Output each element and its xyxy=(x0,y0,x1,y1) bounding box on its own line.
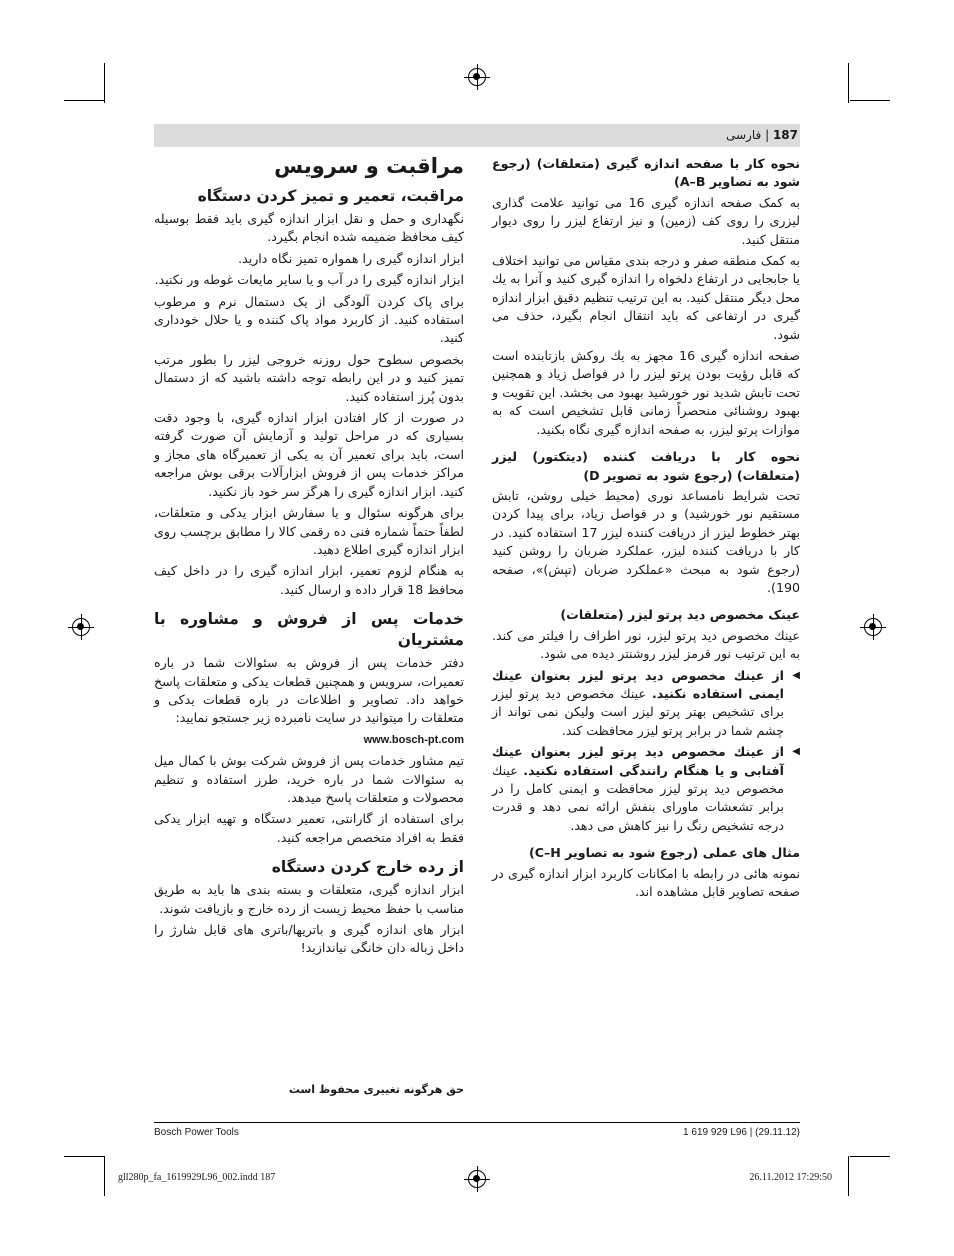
section-title: مثال های عملی (رجوع شود به تصاویر C–H) xyxy=(528,845,800,861)
paragraph: بخصوص سطوح حول روزنه خروجی لیزر را بطور مرتب تمیز کنید و در این رابطه توجه داشته باشید که از دستمال بدون پُرز استفاده کنید. xyxy=(154,351,464,404)
paragraph: عینك مخصوص دید پرتو لیزر، نور اطراف را فیلتر می کند. به این ترتیب نور قرمز لیزر روشنتر دیده می شود. xyxy=(492,627,800,662)
footer-doc-number: 1 619 929 L96 | (29.11.12) xyxy=(683,1127,800,1138)
paragraph: برای پاک کردن آلودگی از یک دستمال نرم و مرطوب استفاده کنید. از کاربرد مواد پاک کننده و یا حلال خودداری کنید. xyxy=(154,293,464,346)
bullet-arrow-icon: ◀ xyxy=(792,746,800,758)
crop-mark xyxy=(104,1156,105,1196)
website-link[interactable]: www.bosch-pt.com xyxy=(363,733,464,746)
warning-bullet xyxy=(492,667,800,741)
paragraph: ابزار اندازه گیری را در آب و یا سایر مایعات غوطه ور نکنید. xyxy=(154,272,464,288)
footer-brand: Bosch Power Tools xyxy=(154,1127,239,1138)
crop-mark xyxy=(64,1156,104,1157)
warning-text: عینك مخصوص دید پرتو لیزر محافظت و ایمنی کامل را در برابر تشعشات ماورای بنفش ارائه نمی دهد و قدرت درجه تشخیص رنگ را نیز کاهش می دهد. xyxy=(492,762,784,833)
registration-mark-icon xyxy=(468,1170,486,1188)
crop-mark xyxy=(104,63,105,103)
slug-timestamp: 26.11.2012 17:29:50 xyxy=(749,1172,832,1183)
paragraph: تحت شرایط نامساعد نوری (محیط خیلی روشن، تابش مستقیم نور خورشید) و در فواصل زیاد، برای پیدا کردن بهتر خطوط لیزر از دریافت کننده لیزر 17 استفاده کنید. در کار با دریافت کننده لیزر، عملکرد ضربان را روشن کنید (رجوع شود به مبحث «عملکرد ضربان (تپش)»، صفحه 190). xyxy=(492,487,800,595)
page-number: 187 xyxy=(772,128,798,142)
paragraph: ابزار های اندازه گیری و باتریها/باتری های قابل شارژ را داخل زباله دان خانگی نیاندازید! xyxy=(154,922,464,956)
crop-mark xyxy=(850,100,890,101)
paragraph: به هنگام لزوم تعمیر، ابزار اندازه گیری را در داخل کیف محافظ 18 قرار داده و ارسال کنید. xyxy=(154,563,464,597)
paragraph: برای استفاده از گارانتی، تعمیر دستگاه و تهیه ابزار یدکی فقط به افراد متخصص مراجعه کنید. xyxy=(154,811,464,845)
crop-mark xyxy=(848,63,849,103)
paragraph: دفتر خدمات پس از فروش به سئوالات شما در باره تعمیرات، سرویس و همچنین قطعات یدکی و متعلقات پاسخ خواهد داد. تصاویر و اطلاعات در باره قطعات یدکی و متعلقات را میتوانید در سایت نامبرده زیر جستجو نمایید: xyxy=(154,655,464,726)
warning-bold: از عینك مخصوص دید پرتو لیزر بعنوان عینك آفتابی و یا هنگام رانندگی استفاده نکنید. xyxy=(492,744,784,778)
chapter-title: مراقبت و سرویس xyxy=(274,154,464,178)
paragraph: به کمک منطقه صفر و درجه بندی مقیاس می توانید اختلاف یا جابجایی در ارتفاع دلخواه را اندازه گیری کنید و آنرا به یك محل دیگر منتقل کنید. به این ترتیب تنظیم دقیق ابزار اندازه گیری در ارتفاعی که باید انتقال انجام بگیرد، حذف می شود. xyxy=(492,253,800,342)
crop-mark xyxy=(64,100,104,101)
warning-bold: از عینك مخصوص دید پرتو لیزر بعنوان عینك ایمنی استفاده نکنید. xyxy=(492,667,784,701)
section-heading: مراقبت، تعمیر و تمیز کردن دستگاه xyxy=(197,187,464,205)
paragraph: ابزار اندازه گیری، متعلقات و بسته بندی ها باید به طریق مناسب با حفظ محیط زیست از رده خارج و بازیافت شوند. xyxy=(154,882,464,916)
right-column xyxy=(492,155,800,904)
section-title: نحوه کار با صفحه اندازه گیری (متعلقات) (رجوع شود به تصاویر A–B) xyxy=(492,156,800,190)
page-header: 187 | فارسی xyxy=(726,128,798,142)
left-column xyxy=(154,152,464,961)
paragraph: صفحه اندازه گیری 16 مجهز به یك روکش بازتابنده است که قابل رؤیت بودن پرتو لیزر را در فواصل زیاد و همچنین تحت تابش شدید نور خورشید بهبود می بخشد. این تقویت و بهبود روشنائی منحصراً زمانی قابل تشخیص است که به موازات پرتو لیزر، به صفحه اندازه گیری نگاه بکنید. xyxy=(492,348,801,437)
section-heading: خدمات پس از فروش و مشاوره با مشتریان xyxy=(154,610,464,650)
section-title: عینک مخصوص دید پرتو لیزر (متعلقات) xyxy=(560,607,800,623)
crop-mark xyxy=(850,1156,890,1157)
language-label: فارسی xyxy=(726,128,762,142)
bullet-arrow-icon: ◀ xyxy=(792,669,800,681)
registration-mark-icon xyxy=(468,68,486,86)
paragraph: به کمک صفحه اندازه گیری 16 می توانید علامت گذاری لیزری را روی کف (زمین) و نیز ارتفاع لیزر را روی دیوار منتقل کنید. xyxy=(492,194,800,247)
rights-notice: حق هرگونه تغییری محفوظ است xyxy=(288,1083,464,1096)
paragraph: نگهداری و حمل و نقل ابزار اندازه گیری باید فقط بوسیله کیف محافظ ضمیمه شده انجام بگیرد. xyxy=(154,211,464,245)
slug-filename: gll280p_fa_1619929L96_002.indd 187 xyxy=(118,1172,276,1183)
registration-mark-icon xyxy=(864,618,882,636)
crop-mark xyxy=(848,1156,849,1196)
paragraph: تیم مشاور خدمات پس از فروش شرکت بوش با کمال میل به سئوالات شما در باره خرید، طرز استفاده و تنظیم محصولات و متعلقات پاسخ میدهد. xyxy=(154,753,464,805)
section-heading: از رده خارج کردن دستگاه xyxy=(271,858,464,877)
paragraph: در صورت از کار افتادن ابزار اندازه گیری، با وجود دقت بسیاری که در مراحل تولید و آزمایش آن صورت گرفته است، باید برای تعمیر آن به یکی از تعمیرگاه های مجاز و مراکز خدمات پس از فروش ابزارآلات برقی بوش مراجعه کنید. ابزار اندازه گیری را هرگز سر خود باز نکنید. xyxy=(154,410,464,499)
paragraph: برای هرگونه سئوال و یا سفارش ابزار یدکی و متعلقات، لطفاً حتماً شماره فنی ده رقمی کالا را مطابق برچسب روی ابزار اندازه گیری اطلاع دهید. xyxy=(154,505,464,557)
warning-bullet xyxy=(492,743,800,835)
paragraph: ابزار اندازه گیری را همواره تمیز نگاه دارید. xyxy=(238,250,464,266)
warning-text: عینك مخصوص دید پرتو لیزر برای تشخیص بهتر پرتو لیزر است ولیکن نمی تواند از چشم شما در برابر پرتو لیزر محافظت کند. xyxy=(492,685,784,738)
paragraph: نمونه هائی در رابطه با امکانات کاربرد ابزار اندازه گیری در صفحه تصاویر قابل مشاهده اند. xyxy=(492,865,800,900)
section-title: نحوه کار با دریافت کننده (دیتکتور) لیزر (متعلقات) (رجوع شود به تصویر D) xyxy=(492,449,800,483)
header-bar xyxy=(154,124,800,147)
registration-mark-icon xyxy=(72,618,90,636)
footer-rule xyxy=(154,1122,800,1123)
